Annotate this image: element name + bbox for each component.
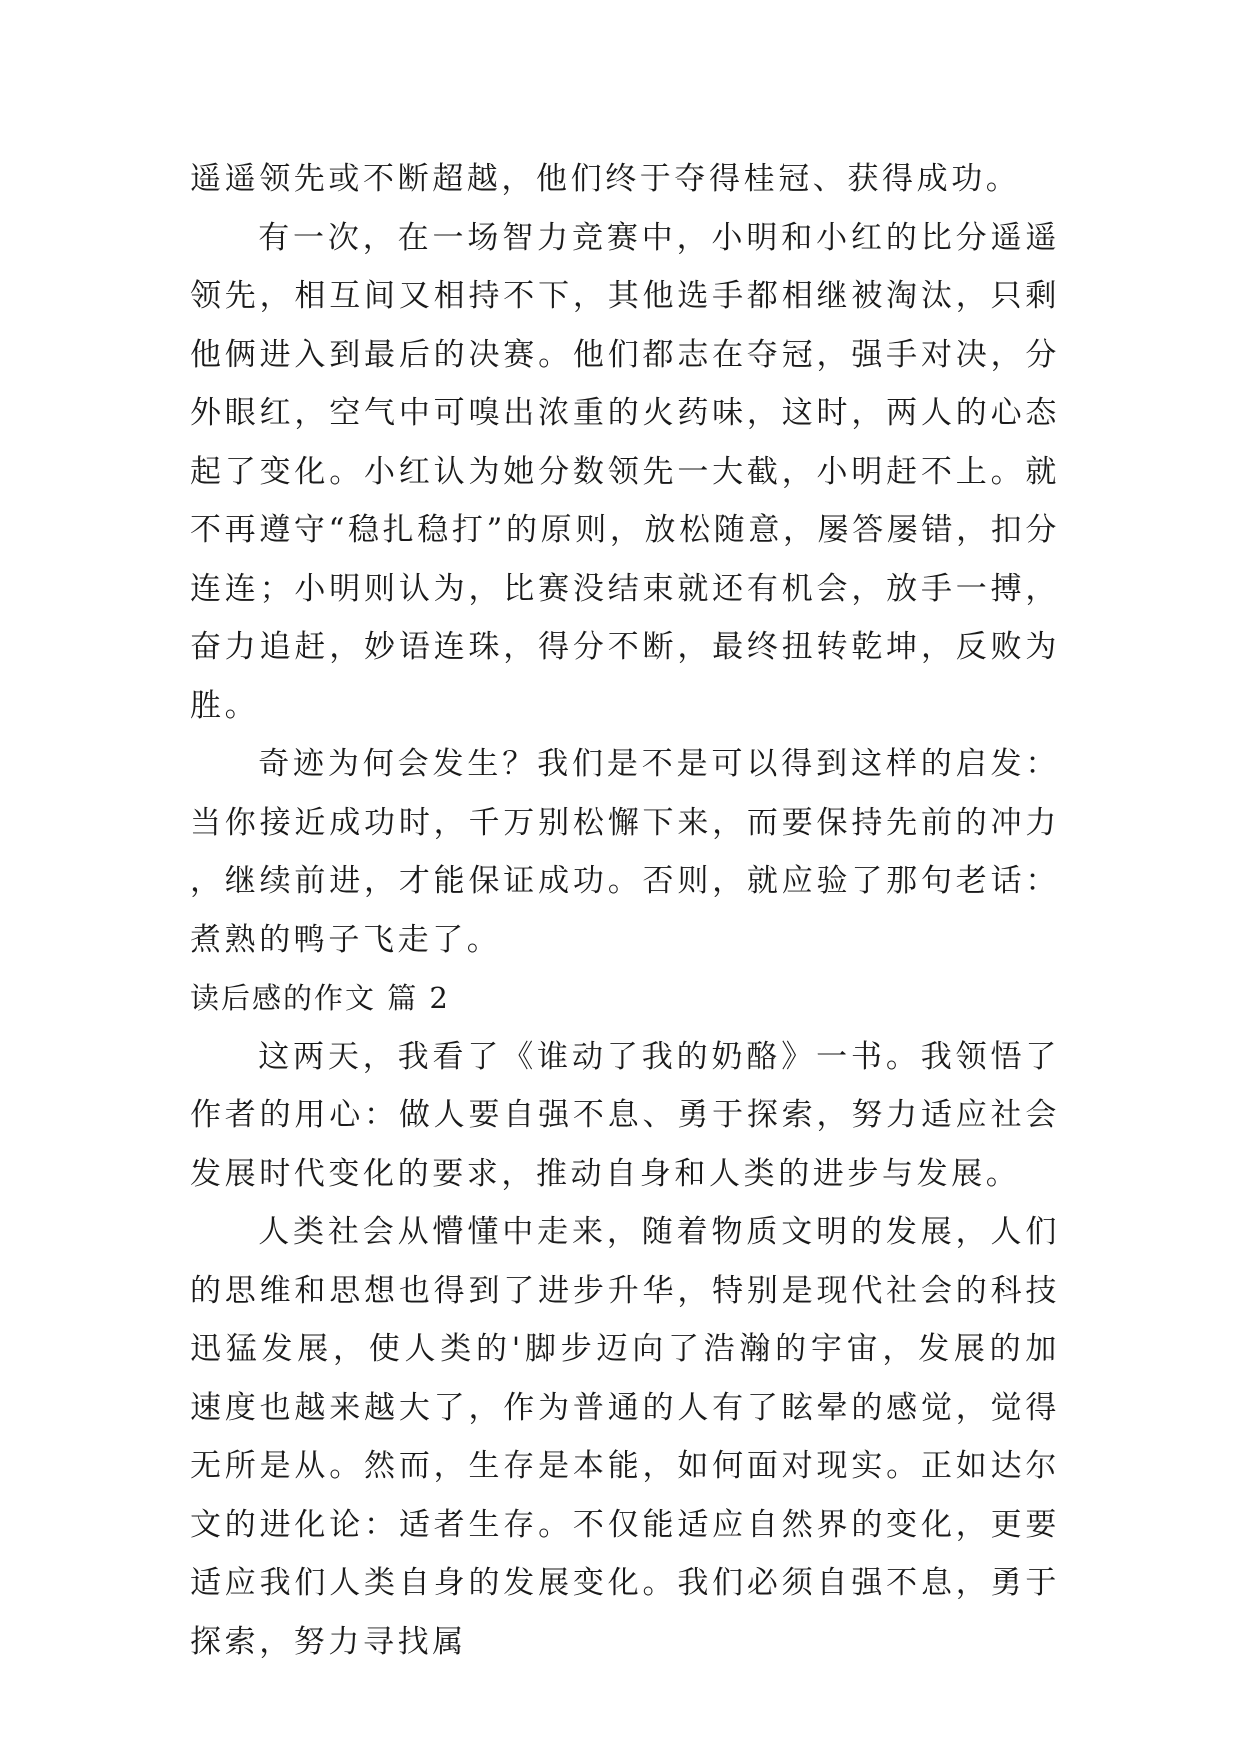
paragraph-quiz-story: 有一次，在一场智力竞赛中，小明和小红的比分遥遥领先，相互间又相持不下，其他选手都相继被淘汰，只剩他俩进入到最后的决赛。他们都志在夺冠，强手对决，分外眼红，空气中可嗅出浓重的火药味，这时，两人的心态起了变化。小红认为她分数领先一大截，小明赶不上。就不再遵守“稳扎稳打”的原则，放松随意，屡答屡错，扣分连连；小明则认为，比赛没结束就还有机会，放手一搏，奋力追赶，妙语连珠，得分不断，最终扭转乾坤，反败为胜。 [190,219,1060,724]
paragraph-continuation: 遥遥领先或不断超越，他们终于夺得桂冠、获得成功。 [190,161,1021,197]
paragraph-miracle-reflection: 奇迹为何会发生？我们是不是可以得到这样的启发：当你接近成功时，千万别松懈下来，而要保持先前的冲力，继续前进，才能保证成功。否则，就应验了那句老话：煮熟的鸭子飞走了。 [190,746,1060,958]
document-body [190,150,1060,1671]
paragraph-book-intro: 这两天，我看了《谁动了我的奶酪》一书。我领悟了作者的用心：做人要自强不息、勇于探索，努力适应社会发展时代变化的要求，推动自身和人类的进步与发展。 [190,1038,1060,1192]
section-heading: 读后感的作文 篇 2 [190,981,450,1015]
paragraph-society-development: 人类社会从懵懂中走来，随着物质文明的发展，人们的思维和思想也得到了进步升华，特别是现代社会的科技迅猛发展，使人类的'脚步迈向了浩瀚的宇宙，发展的加速度也越来越大了，作为普通的人有了眩晕的感觉，觉得无所是从。然而，生存是本能，如何面对现实。正如达尔文的进化论：适者生存。不仅能适应自然界的变化，更要适应我们人类自身的发展变化。我们必须自强不息，勇于探索，努力寻找属 [190,1214,1060,1660]
